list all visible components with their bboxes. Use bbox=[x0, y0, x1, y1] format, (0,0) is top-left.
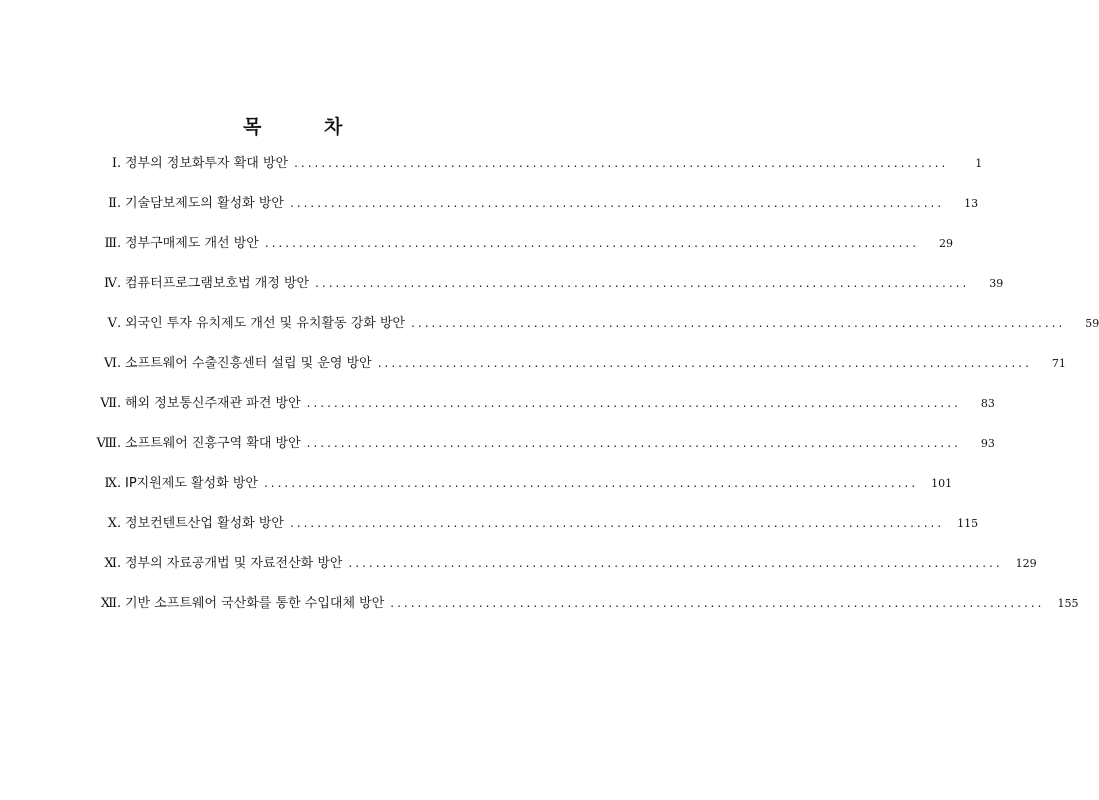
toc-entry-number: Ⅱ bbox=[108, 196, 117, 211]
toc-entry-page-number: 59 bbox=[1085, 317, 1099, 330]
toc-dot-leader: ................................................................................................ bbox=[289, 516, 945, 530]
toc-entry[interactable] bbox=[93, 153, 983, 193]
toc-entry[interactable] bbox=[93, 553, 1037, 593]
toc-entry-page-number: 29 bbox=[939, 237, 954, 250]
toc-entry-number: Ⅳ bbox=[104, 276, 117, 291]
toc-entry[interactable] bbox=[93, 313, 1099, 353]
toc-entry-number-dot: . bbox=[117, 476, 122, 491]
toc-entry-number: Ⅸ bbox=[104, 476, 117, 491]
toc-entry-label: 컴퓨터프로그램보호법 개정 방안 bbox=[125, 276, 310, 291]
toc-entry-number-dot: . bbox=[117, 156, 122, 171]
toc-entry-number-dot: . bbox=[117, 356, 122, 371]
toc-entry-number-dot: . bbox=[117, 236, 122, 251]
toc-entry-number: Ⅶ bbox=[100, 396, 117, 411]
toc-dot-leader: ................................................................................................ bbox=[411, 316, 1066, 330]
toc-entry[interactable] bbox=[93, 233, 954, 273]
toc-entry-number: Ⅺ bbox=[104, 556, 117, 571]
toc-entry-number-dot: . bbox=[117, 436, 122, 451]
toc-entry-page-number: 101 bbox=[931, 477, 953, 490]
toc-entry-number-dot: . bbox=[117, 556, 122, 571]
toc-entry-number-dot: . bbox=[117, 316, 122, 331]
toc-entry-number-dot: . bbox=[117, 516, 122, 531]
toc-entry-label: 소프트웨어 수출진흥센터 설립 및 운영 방안 bbox=[125, 356, 372, 371]
toc-entry-page-number: 129 bbox=[1015, 557, 1037, 570]
toc-entry-label: 기반 소프트웨어 국산화를 통한 수입대체 방안 bbox=[125, 596, 385, 611]
toc-entry[interactable] bbox=[93, 433, 995, 473]
toc-entry-number: Ⅴ bbox=[107, 316, 117, 331]
toc-entry-number-dot: . bbox=[117, 276, 122, 291]
toc-entry-page-number: 155 bbox=[1057, 597, 1079, 610]
toc-entry-label: 기술담보제도의 활성화 방안 bbox=[125, 196, 284, 211]
toc-entry-label: 정부구매제도 개선 방안 bbox=[125, 236, 259, 251]
toc-entry[interactable] bbox=[93, 513, 979, 553]
toc-entry[interactable] bbox=[93, 473, 953, 513]
toc-entry-label: 정부의 자료공개법 및 자료전산화 방안 bbox=[125, 556, 343, 571]
toc-entry-number-dot: . bbox=[117, 396, 122, 411]
toc-dot-leader: ................................................................................................ bbox=[294, 156, 949, 170]
toc-entry-label: IP지원제도 활성화 방안 bbox=[125, 476, 258, 491]
toc-entry-number: Ⅲ bbox=[104, 236, 117, 251]
toc-entry[interactable] bbox=[93, 273, 1004, 313]
toc-entry-page-number: 13 bbox=[964, 197, 979, 210]
toc-dot-leader: ................................................................................................ bbox=[264, 236, 920, 250]
toc-entry-number: Ⅻ bbox=[100, 596, 117, 611]
toc-dot-leader: ................................................................................................ bbox=[289, 196, 945, 210]
toc-entry-number: Ⅵ bbox=[103, 356, 117, 371]
toc-entry-number-dot: . bbox=[117, 196, 122, 211]
toc-entry-number-dot: . bbox=[117, 596, 122, 611]
toc-dot-leader: ................................................................................................ bbox=[306, 396, 961, 410]
toc-entry-number: Ⅷ bbox=[96, 436, 117, 451]
toc-entry-page-number: 71 bbox=[1051, 357, 1066, 370]
toc-entry-label: 정부의 정보화투자 확대 방안 bbox=[125, 156, 289, 171]
toc-dot-leader: ................................................................................................ bbox=[263, 476, 919, 490]
toc-entry-label: 외국인 투자 유치제도 개선 및 유치활동 강화 방안 bbox=[125, 316, 406, 331]
toc-entry[interactable] bbox=[93, 193, 979, 233]
toc-entry[interactable] bbox=[93, 593, 1079, 633]
toc-entry-page-number: 39 bbox=[989, 277, 1004, 290]
toc-entry-page-number: 93 bbox=[980, 437, 995, 450]
toc-entry-label: 해외 정보통신주재관 파견 방안 bbox=[125, 396, 301, 411]
toc-dot-leader: ................................................................................................ bbox=[306, 436, 961, 450]
toc-entry-page-number: 115 bbox=[957, 517, 979, 530]
toc-entry-label: 소프트웨어 진흥구역 확대 방안 bbox=[125, 436, 301, 451]
toc-title: 목 차 bbox=[243, 116, 371, 138]
toc-list bbox=[93, 153, 1099, 633]
toc-entry-page-number: 1 bbox=[975, 157, 983, 170]
toc-entry-number: Ⅹ bbox=[107, 516, 117, 531]
toc-entry-number: Ⅰ bbox=[111, 156, 117, 171]
toc-entry[interactable] bbox=[93, 353, 1066, 393]
toc-dot-leader: ................................................................................................ bbox=[315, 276, 970, 290]
toc-dot-leader: ................................................................................................ bbox=[348, 556, 1003, 570]
toc-entry-label: 정보컨텐트산업 활성화 방안 bbox=[125, 516, 284, 531]
toc-dot-leader: ................................................................................................ bbox=[377, 356, 1032, 370]
toc-entry[interactable] bbox=[93, 393, 995, 433]
toc-entry-page-number: 83 bbox=[980, 397, 995, 410]
toc-dot-leader: ................................................................................................ bbox=[390, 596, 1045, 610]
